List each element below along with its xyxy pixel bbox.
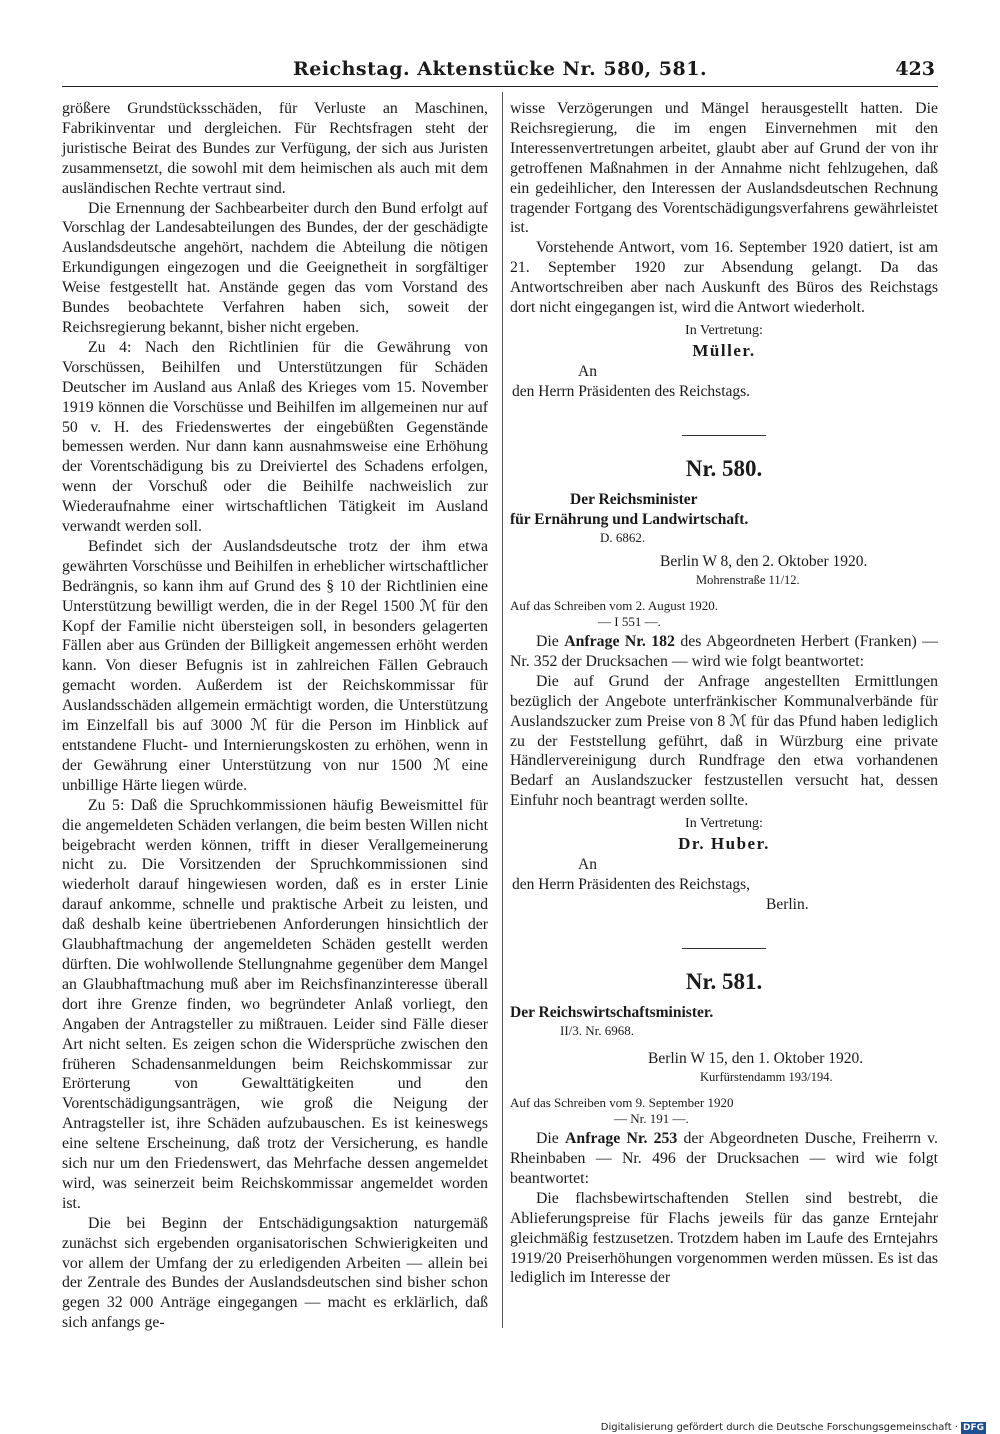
document-number-581: Nr. 581. [685, 969, 763, 995]
minister-title: Der Reichsminister [570, 490, 698, 508]
reference-code: II/3. Nr. 6968. [560, 1023, 635, 1039]
minister-department: für Ernährung und Landwirtschaft. [510, 510, 749, 528]
inquiry-intro: Die Anfrage Nr. 253 der Abgeordneten Dusche, Freiherrn v. Rheinbaben — Nr. 496 der Drucksachen — wird wie folgt beantwortet: [510, 1130, 939, 1187]
signature-label: In Vertretung: [685, 816, 763, 832]
paragraph: Die auf Grund der Anfrage angestellten Ermittlungen bezüglich der Angebote unterfränkischer Kommunalverbände für Auslandszucker zum Preise von 8 ℳ für das Pfund haben lediglich zu der Feststellung geführt, daß in Würzburg eine private Händlervereinigung durch Rundfrage den etwa vorhandenen Bedarf an Auslandszucker festzustellen versucht hat, dessen Einfuhr noch beantragt werden sollte. [510, 672, 938, 810]
inquiry-number: Anfrage Nr. 253 [565, 1130, 678, 1148]
paragraph: Die flachsbewirtschaftenden Stellen sind bestrebt, die Ablieferungspreise für Flachs jeweils für das ganze Erntejahr gleichmäßig festzusetzen. Trotzdem haben im Laufe des Erntejahrs 1919/20 Preiserhöhungen vorgenommen werden müssen. Es ist das lediglich im Interesse der [510, 1189, 938, 1287]
paragraph: Befindet sich der Auslandsdeutsche trotz der ihm etwa gewährten Vorschüsse und Beihilfen in erheblicher wirtschaftlicher Bedrängnis, so kann ihm auf Grund des § 10 der Richtlinien eine Unterstützung bewilligt werden, die in der Regel 1500 ℳ für den Kopf der Familie nicht übersteigen soll, in besonders gelagerten Fällen aber aus Gründen der Billigkeit angemessen erhöht werden kann. Von dieser Befugnis ist in zahlreichen Fällen Gebrauch gemacht worden. Außerdem ist der Reichskommissar für Auslandsschäden allgemein ermächtigt worden, die Unterstützung im Einzelfall bis auf 3000 ℳ für die Person im Hinblick auf entstandene Flucht- und Internierungskosten zu erhöhen, wenn in der Gewährung einer Unterstützung von nur 1500 ℳ eine unbillige Härte liegen würde. [62, 537, 488, 794]
signature-name: Müller. [692, 340, 756, 360]
inquiry-number: Anfrage Nr. 182 [564, 632, 675, 650]
page-title: Reichstag. Aktenstücke Nr. 580, 581. [292, 58, 708, 80]
paragraph: wisse Verzögerungen und Mängel herausgestellt hatten. Die Reichsregierung, die im engen Einvernehmen mit den Interessenvertretungen arbeitet, glaubt aber auf Grund der von ihr getroffenen Maßnahmen in der Annahme nicht fehlzugehen, daß ein gedeihlicher, den Interessen der Auslandsdeutschen Rechnung tragender Fortgang des Vorentschädigungsverfahrens gewährleistet ist. [510, 100, 938, 237]
right-column [510, 99, 938, 1288]
paragraph: Die Ernennung der Sachbearbeiter durch den Bund erfolgt auf Vorschlag der Landesabteilungen des Bundes, der der geschädigte Auslandsdeutsche angehört, nachdem die Abteilung die nötigen Erkundigungen eingezogen und die Geeignetheit in sorgfältiger Weise festgestellt hat. Anstände gegen das vom Vorstand des Bundes beobachtete Verfahren haben sich, soweit der Reichsregierung bekannt, bisher nicht ergeben. [62, 199, 488, 336]
letter-reference-number: — Nr. 191 —. [614, 1111, 689, 1127]
address-an: An [578, 856, 597, 874]
left-column [62, 99, 488, 1333]
street-address: Mohrenstraße 11/12. [696, 572, 800, 587]
address-an: An [578, 362, 597, 380]
dfg-logo: DFG [962, 1423, 984, 1433]
paragraph: Vorstehende Antwort, vom 16. September 1920 datiert, ist am 21. September 1920 zur Absendung gelangt. Da das Antwortschreiben aber nach Auskunft des Büros des Reichstags dort nicht eingegangen ist, wird die Antwort wiederholt. [510, 239, 938, 317]
paragraph: Die bei Beginn der Entschädigungsaktion naturgemäß zunächst sich ergebenden organisatorischen Schwierigkeiten und vor allem der Umfang der zu erledigenden Arbeiten — allein bei der Zentrale des Bundes der Auslandsdeutschen sind bisher schon gegen 32 000 Anträge eingegangen — macht es erklärlich, daß sich anfangs ge- [62, 1214, 488, 1332]
street-address: Kurfürstendamm 193/194. [700, 1070, 833, 1085]
section-separator [682, 948, 766, 949]
header-rule [62, 86, 938, 87]
minister-title: Der Reichswirtschaftsminister. [510, 1004, 714, 1022]
letter-reference: Auf das Schreiben vom 9. September 1920 [510, 1095, 734, 1111]
document-number-580: Nr. 580. [685, 455, 763, 481]
letter-reference: Auf das Schreiben vom 2. August 1920. [510, 597, 718, 613]
paragraph: Zu 5: Daß die Spruchkommissionen häufig Beweismittel für die angemeldeten Schäden verlangen, die beim besten Willen nicht beigebracht werden können, trifft in dieser Verallgemeinerung nicht zu. Die Vorsitzenden der Spruchkommissionen sind wiederholt darauf hingewiesen worden, daß es in erster Linie darauf ankomme, schnelle und praktische Arbeit zu leisten, und daß deshalb keine übertriebenen Anforderungen hinsichtlich der Glaubhaftmachung der angemeldeten Schäden gestellt werden dürften. Die wohlwollende Stellungnahme gegenüber dem Mangel an Glaubhaftmachung muß aber im Reichsfinanzinteresse überall dort ihre Grenze finden, wo begründeter Anlaß vorliegt, den Angaben der Antragsteller zu mißtrauen. Leider sind Fälle dieser Art nicht selten. Es zeigen schon die Widersprüche zwischen den früheren Schadensanmeldungen beim Reichskommissar zur Erörterung von Gewalttätigkeiten und den Vorentschädigungsanträgen, wie groß die Neigung der Antragsteller ist, ihre Schäden aufzubauschen. Es ist keineswegs eine seltene Erscheinung, daß trotz der Versicherung, es handle sich nur um den Friedenswert, das Mehrfache dessen angemeldet wird, was seinerzeit beim Reichskommissar angemeldet worden ist. [62, 796, 488, 1212]
reference-code: D. 6862. [600, 529, 646, 545]
inquiry-intro: Die Anfrage Nr. 182 des Abgeordneten Herbert (Franken) — Nr. 352 der Drucksachen — wird wie folgt beantwortet: [510, 632, 938, 670]
footer-text: Digitalisierung gefördert durch die Deutsche Forschungsgemeinschaft · [600, 1422, 958, 1433]
address-recipient: den Herrn Präsidenten des Reichstags. [512, 382, 751, 400]
footer-credit [601, 1422, 986, 1434]
address-city: Berlin. [766, 896, 809, 914]
letter-reference-number: — I 551 —. [598, 613, 661, 629]
column-divider [502, 92, 503, 1328]
section-separator [682, 435, 766, 436]
paragraph: Zu 4: Nach den Richtlinien für die Gewährung von Vorschüssen, Beihilfen und Unterstützungen für Schäden Deutscher im Ausland aus Anlaß des Krieges vom 15. November 1919 können die Vorschüsse und Beihilfen im allgemeinen nur auf 50 v. H. des Friedenswertes der eingebüßten Gegenstände bemessen werden. Nur dann kann ausnahmsweise eine Erhöhung der Vorentschädigung bis zu Dreiviertel des Schadens erfolgen, wenn der Vorschuß oder die Beihilfe nachweislich zur Wiederaufnahme einer wirtschaftlichen Tätigkeit im Ausland verwandt werden soll. [62, 338, 488, 536]
address-recipient: den Herrn Präsidenten des Reichstags, [512, 876, 751, 894]
signature-name: Dr. Huber. [678, 834, 770, 854]
dateline: Berlin W 15, den 1. Oktober 1920. [648, 1050, 864, 1068]
signature-label: In Vertretung: [685, 322, 763, 338]
page-header [0, 58, 1000, 84]
paragraph: größere Grundstücksschäden, für Verluste an Maschinen, Fabrikinventar und dergleichen. Für Rechtsfragen steht der juristische Beirat des Bundes zur Verfügung, der sich aus Juristen zusammensetzt, die sowohl mit dem heimischen als auch mit dem ausländischen Rechte vertraut sind. [62, 100, 488, 197]
dateline: Berlin W 8, den 2. Oktober 1920. [660, 552, 868, 570]
page-number: 423 [895, 58, 935, 80]
